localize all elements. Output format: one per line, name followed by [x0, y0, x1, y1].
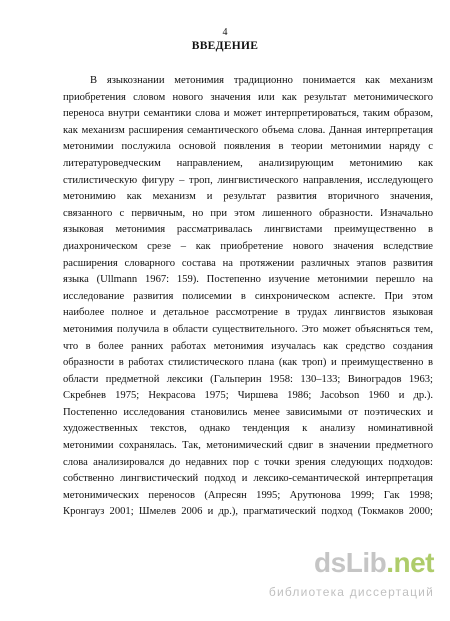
text-line: Постепенно исследования становились менее зависимыми от поэтических и [63, 406, 433, 418]
text-line: приобретения словом нового значения или как результат метонимического [63, 91, 433, 103]
body-text [63, 73, 433, 521]
text-line: переноса внутри семантики слова и может интерпретироваться, таким образом, [63, 108, 433, 120]
text-line: собственно лингвистический подход и лексико-семантической интерпретация [63, 473, 433, 485]
text-line: языка (Ullmann 1967: 159). Постепенно изучение метонимии перешло на [63, 274, 433, 286]
text-line: метонимических переносов (Апресян 1995; Арутюнова 1999; Гак 1998; [63, 489, 433, 501]
text-line: В языкознании метонимия традиционно понимается как механизм [90, 75, 433, 86]
text-line: метонимии послужила основой появления в теории метонимии наряду с [63, 141, 433, 153]
text-line: Кронгауз 2001; Шмелев 2006 и др.), прагматический подход (Токмаков 2000; [63, 506, 433, 518]
text-line: как механизм расширения семантического объема слова. Данная интерпретация [63, 124, 433, 136]
watermark-logo-main: dsLib [314, 547, 387, 578]
text-line: образности в работах стилистического плана (как троп) и преимущественно в [63, 357, 433, 369]
text-line: наиболее полное и детальное рассмотрение в трудах лингвистов языковая [63, 307, 433, 319]
text-line: связанного с первичным, но при этом лишенного образности. Изначально [63, 207, 433, 219]
text-line: Скребнев 1975; Некрасова 1975; Чиршева 1986; Jacobson 1960 и др.). [63, 390, 433, 402]
text-line: метонимии сохранялась. Так, метонимический сдвиг в значении предметного [63, 440, 433, 452]
page-number: 4 [222, 27, 228, 38]
text-line: литературоведческим направлением, анализирующим метонимию как [63, 157, 433, 169]
page-title: ВВЕДЕНИЕ [191, 40, 259, 52]
text-line: метонимию как механизм и результат развития вторичного значения, [63, 191, 433, 203]
watermark-logo [314, 547, 434, 579]
text-line: метонимия получила в области существительного. Это может объясняться тем, [63, 323, 433, 335]
text-line: расширения словарного состава на протяжении различных этапов развития [63, 257, 433, 269]
text-line: языковая метонимия рассматривалась лингвистами преимущественно в [63, 224, 433, 236]
text-line: художественных текстов, однако тенденция к анализу номинативной [63, 423, 433, 435]
watermark-tagline: библиотека диссертаций [268, 585, 434, 599]
text-line: стилистическую фигуру – троп, лингвистического направления, исследующего [63, 174, 433, 186]
text-line: области предметной лексики (Гальперин 1958: 130–133; Виноградов 1963; [63, 373, 433, 385]
text-line: диахроническом срезе – как приобретение нового значения вследствие [63, 240, 433, 252]
watermark [234, 547, 434, 607]
text-line: что в более ранних работах метонимия изучалась как средство создания [63, 340, 433, 352]
text-line: исследование развития полисемии в синхроническом аспекте. При этом [63, 290, 433, 302]
text-line: слова анализировался до недавних пор с точки зрения следующих подходов: [63, 456, 433, 468]
watermark-logo-suffix: .net [386, 547, 434, 578]
